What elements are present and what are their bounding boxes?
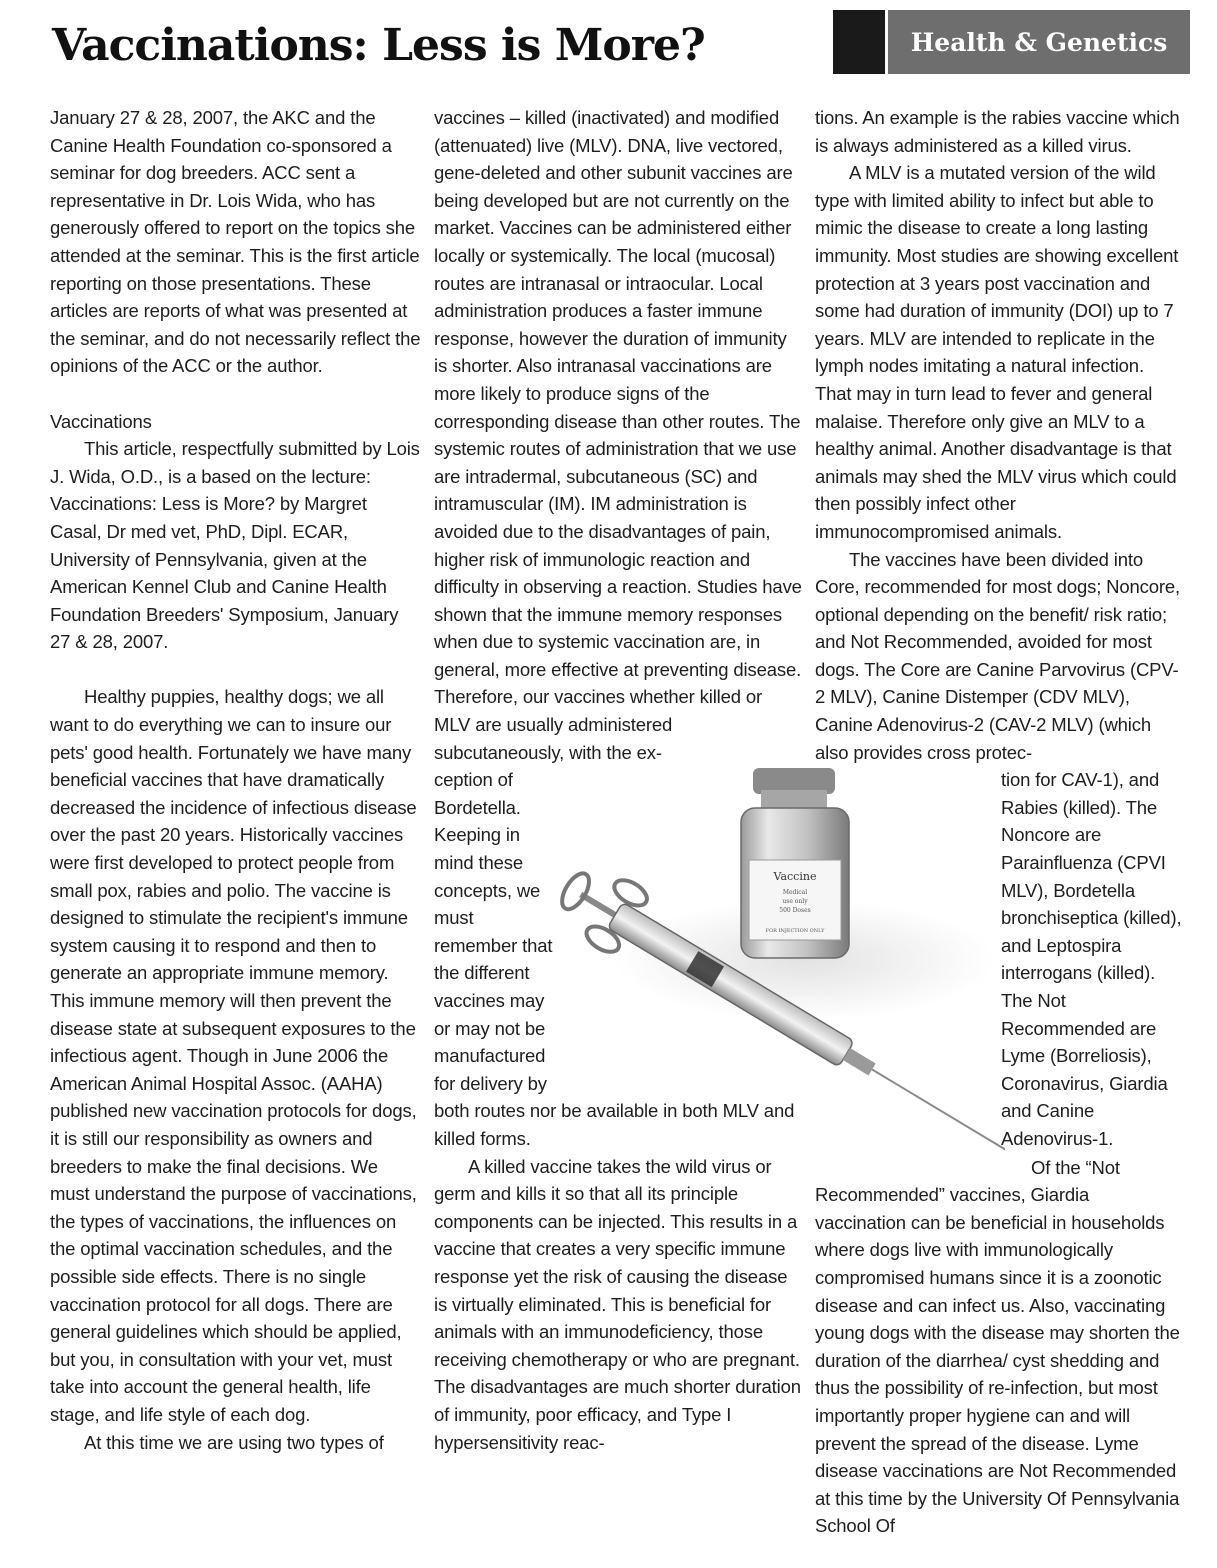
intro-paragraph: January 27 & 28, 2007, the AKC and the Canine Health Foundation co-sponsored a seminar for dog breeders. ACC sent a representative in Dr. Lois Wida, who has generously offered to report on the topics she attended at the seminar. This is the first article reporting on those presentations. These articles are reports of what was presented at the seminar, and do not necessarily reflect the opinions of the ACC or the author. xyxy=(50,107,421,377)
article-title: Vaccinations: Less is More? xyxy=(52,20,705,71)
syringe-tip xyxy=(843,1048,876,1075)
body-paragraph: Recommended” vaccines, Giardia vaccination can be beneficial in households where dogs live with immunologically compromised humans since it is a zoonotic disease and can infect us. Also, vaccinating young dogs with the disease may shorten the duration of the diarrhea/ cyst shedding and thus the possibility of re-infection, but most importantly proper hygiene can and will prevent the spread of the disease. Lyme disease vaccinations are Not Recommended at this time by the University Of Pennsylvania School Of xyxy=(815,1184,1180,1537)
body-paragraph-wrap: ception of Bordetella. Keeping in mind these concepts, we must remember that the different vaccines may or may not be manufactured for delivery by xyxy=(434,769,553,1094)
submission-paragraph: This article, respectfully submitted by Lois J. Wida, O.D., is a based on the lecture: Vaccinations: Less is More? by Margret Casal, Dr med vet, PhD, Dipl. ECAR, University of Pennsylvania, given at the American Kennel Club and Canine Health Foundation Breeders' Symposium, January 27 & 28, 2007. xyxy=(50,438,420,653)
body-paragraph: Healthy puppies, healthy dogs; we all want to do everything we can to insure our pets' good health. Fortunately we have many beneficial vaccines that have dramatically decreased the incidence of infectious disease over the past 20 years. Historically vaccines were first developed to protect people from small pox, rabies and polio. The vaccine is designed to stimulate the recipient's immune system causing it to respond and then to generate an appropriate immune memory. This immune memory will then prevent the disease state at subsequent exposures to the infectious agent. Though in June 2006 the American Animal Hospital Assoc. (AAHA) published new vaccination protocols for dogs, it is still our responsibility as owners and breeders to make the final decisions. We must understand the purpose of vaccinations, the types of vaccinations, the influences on the optimal vaccination schedules, and the possible side effects. There is no single vaccination protocol for all dogs. There are general guidelines which should be applied, but you, in consultation with your vet, must take into account the general health, life stage, and life style of each dog. xyxy=(50,686,417,1425)
syringe-finger-ring xyxy=(610,875,651,911)
syringe-plunger-ring xyxy=(557,869,595,914)
body-paragraph: A killed vaccine takes the wild virus or germ and kills it so that all its principle components can be injected. This results in a vaccine that creates a very specific immune response yet the risk of causing the disease is virtually eliminated. This is beneficial for animals with an immunodeficiency, those receiving chemotherapy or who are pregnant. The disadvantages are much shorter duration of immunity, poor efficacy, and Type I hypersensitivity reac- xyxy=(434,1155,801,1453)
syringe-plunger-rod xyxy=(581,894,615,915)
section-banner-block xyxy=(833,10,885,74)
body-paragraph: vaccines – killed (inactivated) and modified (attenuated) live (MLV). DNA, live vectored, gene-deleted and other subunit vaccines are being developed but are not currently on the market. Vaccines can be administered either locally or systemically. The local (mucosal) routes are intranasal or intraocular. Local administration produces a faster immune response, however the duration of immunity is shorter. Also intranasal vaccinations are more likely to produce signs of the corresponding disease than other routes. The systemic routes of administration that we use are intradermal, subcutaneous (SC) and intramuscular (IM). IM administration is avoided due to the disadvantages of pain, higher risk of immunologic reaction and difficulty in observing a reaction. Studies have shown that the immune memory responses when due to systemic vaccination are, in general, more effective at preventing disease. Therefore, our vaccines whether killed or MLV are usually administered subcutaneously, with the ex- xyxy=(434,107,802,763)
vial-neck xyxy=(761,790,827,810)
body-paragraph: A MLV is a mutated version of the wild type with limited ability to infect but able to mimic the disease to create a long lasting immunity. Most studies are showing excellent protection at 3 years post vaccination and some had duration of immunity (DOI) up to 7 years. MLV are intended to replicate in the lymph nodes imitating a natural infection. That may in turn lead to fever and general malaise. Therefore only give an MLV to a healthy animal. Another disadvantage is that animals may shed the MLV virus which could then possibly infect other immunocompromised animals. xyxy=(815,162,1179,542)
column-1 xyxy=(50,104,422,1559)
syringe-needle xyxy=(872,1070,1005,1160)
vaccine-vial xyxy=(741,768,849,958)
vial-label-text: Vaccine xyxy=(773,870,817,883)
vial-label-small-text: use only xyxy=(782,898,808,905)
section-heading: Vaccinations xyxy=(50,410,152,432)
vial-label-small-text: FOR INJECTION ONLY xyxy=(765,928,825,934)
vaccine-syringe-illustration xyxy=(555,760,1005,1160)
section-banner: Health & Genetics xyxy=(888,10,1190,74)
vial-label-small-text: Medical xyxy=(782,889,808,896)
vial-label-small-text: 500 Doses xyxy=(779,907,811,914)
body-paragraph: both routes nor be available in both MLV and killed forms. xyxy=(434,1100,795,1149)
body-paragraph-wrap: tion for CAV-1), and Rabies (killed). The Noncore are Parainfluenza (CPVI MLV), Bordetella bronchiseptica (killed), and Leptospira interrogans (killed). The Not Recommended are Lyme (Borreliosis), Coronavirus, Giardia and Canine Adenovirus-1. xyxy=(1001,769,1182,1149)
body-paragraph: At this time we are using two types of xyxy=(84,1431,384,1453)
body-paragraph-wrap: Of the “Not xyxy=(1031,1156,1120,1178)
syringe-vial-graphic xyxy=(555,760,1005,1160)
body-paragraph: The vaccines have been divided into Core, recommended for most dogs; Noncore, optional depending on the benefit/ risk ratio; and Not Recommended, avoided for most dogs. The Core are Canine Parvovirus (CPV-2 MLV), Canine Distemper (CDV MLV), Canine Adenovirus-2 (CAV-2 MLV) (which also provides cross protec- xyxy=(815,548,1181,763)
body-paragraph: tions. An example is the rabies vaccine which is always administered as a killed virus. xyxy=(815,107,1180,156)
